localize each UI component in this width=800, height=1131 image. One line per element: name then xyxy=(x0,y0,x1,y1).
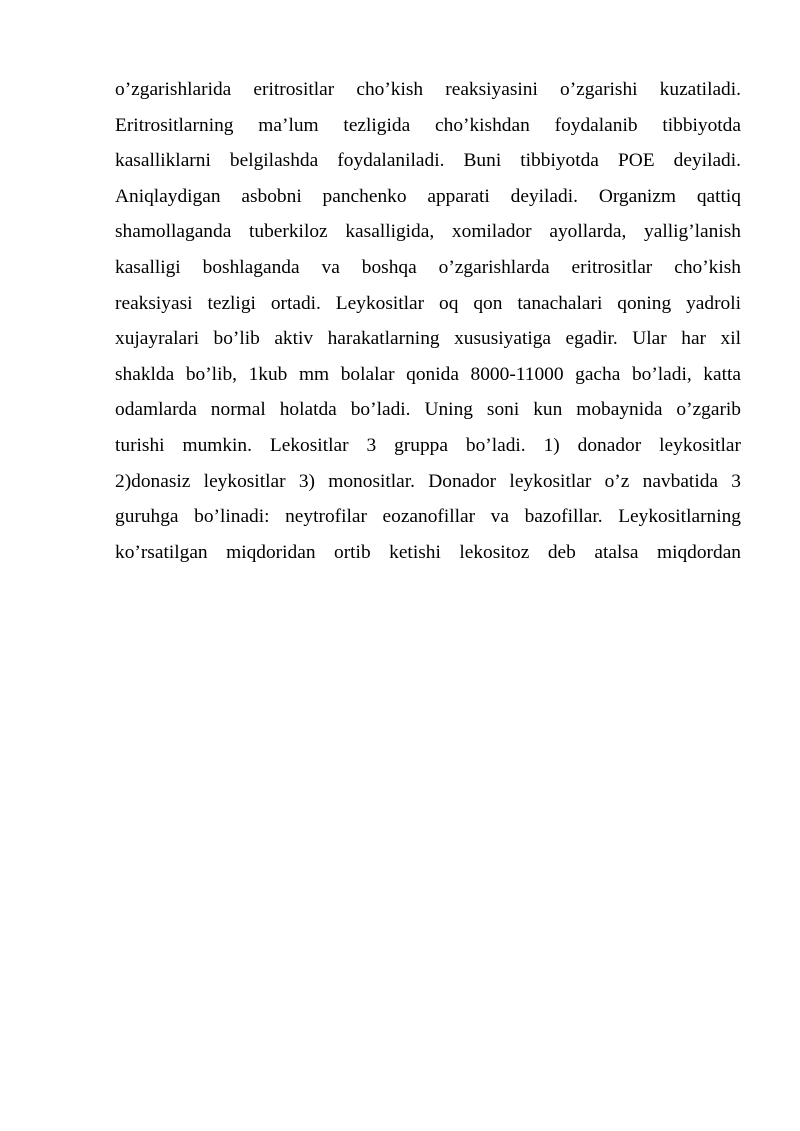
text-line: ko’rsatilgan miqdoridan ortib ketishi lekositoz deb atalsa miqdordan xyxy=(115,541,741,563)
body-paragraph xyxy=(115,72,741,570)
text-line: shaklda bo’lib, 1kub mm bolalar qonida 8000-11000 gacha bo’ladi, katta xyxy=(115,363,741,385)
text-line: kasalliklarni belgilashda foydalaniladi. Buni tibbiyotda POE deyiladi. xyxy=(115,150,741,172)
text-line: xujayralari bo’lib aktiv harakatlarning xususiyatiga egadir. Ular har xil xyxy=(115,328,741,350)
text-line: odamlarda normal holatda bo’ladi. Uning soni kun mobaynida o’zgarib xyxy=(115,399,741,421)
text-line: turishi mumkin. Lekositlar 3 gruppa bo’ladi. 1) donador leykositlar xyxy=(115,434,741,456)
text-line: Eritrositlarning ma’lum tezligida cho’kishdan foydalanib tibbiyotda xyxy=(115,114,741,136)
text-line: Aniqlaydigan asbobni panchenko apparati deyiladi. Organizm qattiq xyxy=(115,185,741,207)
text-line: reaksiyasi tezligi ortadi. Leykositlar oq qon tanachalari qoning yadroli xyxy=(115,292,741,314)
text-line: shamollaganda tuberkiloz kasalligida, xomilador ayollarda, yallig’lanish xyxy=(115,221,741,243)
text-line: guruhga bo’linadi: neytrofilar eozanofillar va bazofillar. Leykositlarning xyxy=(115,506,741,528)
text-line: kasalligi boshlaganda va boshqa o’zgarishlarda eritrositlar cho’kish xyxy=(115,256,741,278)
text-line: 2)donasiz leykositlar 3) monositlar. Donador leykositlar o’z navbatida 3 xyxy=(115,470,741,492)
text-line: o’zgarishlarida eritrositlar cho’kish reaksiyasini o’zgarishi kuzatiladi. xyxy=(115,79,741,100)
